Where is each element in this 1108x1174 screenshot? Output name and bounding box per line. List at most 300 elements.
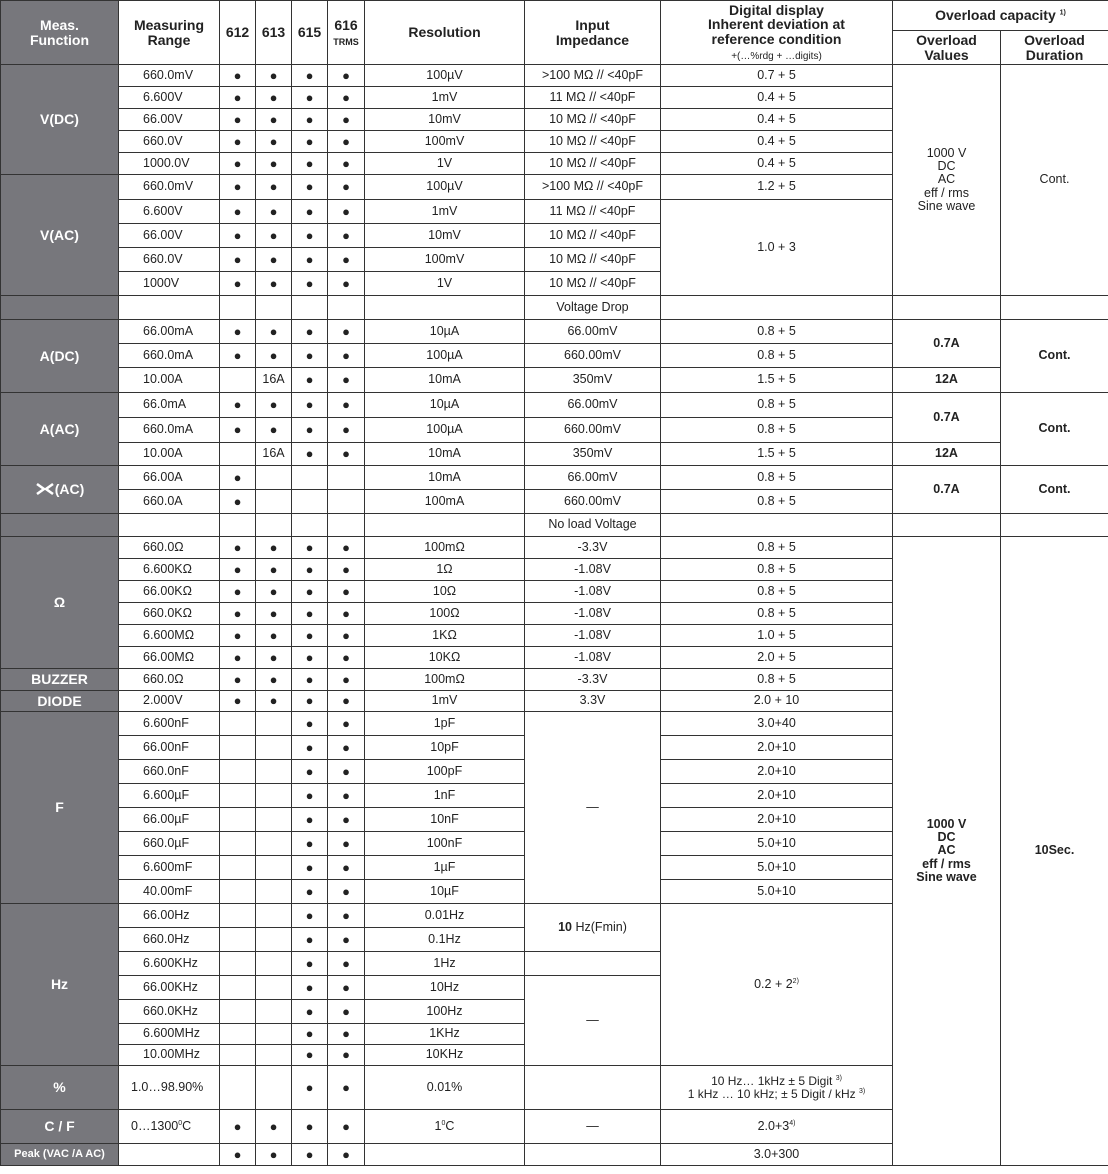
voltage-drop: 660.00mV: [525, 344, 661, 368]
empty-cell: [256, 856, 292, 880]
range: 6.600µF: [119, 784, 220, 808]
dot-616: ●: [328, 153, 365, 175]
dot-613: ●: [256, 1144, 292, 1166]
range: 6.600V: [119, 87, 220, 109]
dot-615: ●: [292, 736, 328, 760]
dot-613: ●: [256, 559, 292, 581]
empty-cell: [220, 1024, 256, 1045]
voltage-drop: 66.00mV: [525, 393, 661, 418]
dot-613: ●: [256, 87, 292, 109]
dot-615: ●: [292, 976, 328, 1000]
header-meas-function: Meas. Function: [1, 1, 119, 65]
range: 660.0mV: [119, 175, 220, 200]
accuracy: 0.8 + 5: [661, 466, 893, 490]
dot-612: ●: [220, 466, 256, 490]
range: 40.00mF: [119, 880, 220, 904]
dot-615: ●: [292, 581, 328, 603]
resolution: 100pF: [365, 760, 525, 784]
empty-cell: [256, 514, 292, 537]
dot-615: ●: [292, 647, 328, 669]
dot-616: ●: [328, 952, 365, 976]
header-input-impedance: Input Impedance: [525, 1, 661, 65]
function-diode: DIODE: [1, 691, 119, 712]
empty-cell: [328, 296, 365, 320]
v-overload-values: 1000 V DC AC eff / rms Sine wave: [893, 65, 1001, 296]
empty-cell: [365, 1144, 525, 1166]
range: 660.0V: [119, 248, 220, 272]
dot-616: ●: [328, 856, 365, 880]
resolution: 1Ω: [365, 559, 525, 581]
dot-612: ●: [220, 603, 256, 625]
dot-615: ●: [292, 856, 328, 880]
model-613-value: 16A: [256, 368, 292, 393]
dot-612: ●: [220, 344, 256, 368]
accuracy: 0.8 + 5: [661, 559, 893, 581]
low-overload-values: 1000 V DC AC eff / rms Sine wave: [893, 537, 1001, 1166]
dot-612: ●: [220, 1144, 256, 1166]
function-spacer: [1, 514, 119, 537]
range: 66.00Hz: [119, 904, 220, 928]
empty-cell: [220, 856, 256, 880]
dot-612: ●: [220, 131, 256, 153]
dot-615: ●: [292, 784, 328, 808]
range: 66.00V: [119, 109, 220, 131]
dot-615: ●: [292, 952, 328, 976]
dot-613: ●: [256, 200, 292, 224]
resolution: 10nF: [365, 808, 525, 832]
range: 660.0Ω: [119, 669, 220, 691]
range: 6.600V: [119, 200, 220, 224]
accuracy: 2.0+10: [661, 760, 893, 784]
accuracy: 1.5 + 5: [661, 368, 893, 393]
function-spacer: [1, 296, 119, 320]
dot-615: ●: [292, 1110, 328, 1144]
dot-612: ●: [220, 87, 256, 109]
dot-613: ●: [256, 153, 292, 175]
resolution: 0.01Hz: [365, 904, 525, 928]
dot-612: ●: [220, 537, 256, 559]
voltage-drop: 66.00mV: [525, 466, 661, 490]
range: 6.600KΩ: [119, 559, 220, 581]
dot-616: ●: [328, 625, 365, 647]
resolution: 1V: [365, 272, 525, 296]
dot-615: ●: [292, 272, 328, 296]
voltage-drop: 66.00mV: [525, 320, 661, 344]
dot-615: ●: [292, 880, 328, 904]
resolution: 100µA: [365, 344, 525, 368]
dot-616: ●: [328, 368, 365, 393]
resolution: 10µA: [365, 320, 525, 344]
accuracy: 0.7 + 5: [661, 65, 893, 87]
empty-cell: [256, 736, 292, 760]
dot-616: ●: [328, 248, 365, 272]
dot-615: ●: [292, 224, 328, 248]
empty-cell: [220, 928, 256, 952]
empty-cell: [220, 1000, 256, 1024]
dot-612: ●: [220, 393, 256, 418]
resolution: 100mΩ: [365, 669, 525, 691]
dot-613: ●: [256, 418, 292, 443]
range: 10.00A: [119, 443, 220, 466]
dot-615: ●: [292, 1000, 328, 1024]
no-load-voltage: 3.3V: [525, 691, 661, 712]
empty-cell: [220, 712, 256, 736]
empty-cell: [256, 1000, 292, 1024]
empty-cell: [292, 296, 328, 320]
empty-cell: [328, 514, 365, 537]
function-farad: F: [1, 712, 119, 904]
clamp-overload: 0.7A: [893, 466, 1001, 514]
hz-fmin: 10 Hz(Fmin): [525, 904, 661, 952]
dot-616: ●: [328, 109, 365, 131]
dot-613: ●: [256, 1110, 292, 1144]
dot-615: ●: [292, 712, 328, 736]
accuracy: 2.0+10: [661, 736, 893, 760]
dot-613: ●: [256, 320, 292, 344]
resolution: 10KHz: [365, 1045, 525, 1066]
accuracy: 0.8 + 5: [661, 603, 893, 625]
dot-612: ●: [220, 691, 256, 712]
dot-616: ●: [328, 320, 365, 344]
empty-cell: [256, 466, 292, 490]
empty-cell: [525, 1066, 661, 1110]
dot-615: ●: [292, 87, 328, 109]
no-load-voltage: -1.08V: [525, 625, 661, 647]
empty-cell: [220, 976, 256, 1000]
accuracy: 0.4 + 5: [661, 87, 893, 109]
dot-615: ●: [292, 625, 328, 647]
voltage-drop: 350mV: [525, 443, 661, 466]
dot-613: ●: [256, 344, 292, 368]
resolution: 10mA: [365, 368, 525, 393]
dot-612: ●: [220, 559, 256, 581]
dot-615: ●: [292, 559, 328, 581]
resolution: 1Hz: [365, 952, 525, 976]
empty-cell: [220, 808, 256, 832]
resolution: 10Ω: [365, 581, 525, 603]
dot-615: ●: [292, 344, 328, 368]
header-model-613: 613: [256, 1, 292, 65]
function-adc: A(DC): [1, 320, 119, 393]
empty-cell: [525, 1144, 661, 1166]
hz-impedance-dash: —: [525, 976, 661, 1066]
accuracy-vac-merged: 1.0 + 3: [661, 200, 893, 296]
dot-616: ●: [328, 131, 365, 153]
no-load-voltage: -1.08V: [525, 581, 661, 603]
header-overload-values: Overload Values: [893, 31, 1001, 65]
dot-612: ●: [220, 65, 256, 87]
function-percent: %: [1, 1066, 119, 1110]
accuracy: 0.8 + 5: [661, 418, 893, 443]
range: 66.0mA: [119, 393, 220, 418]
impedance: 10 MΩ // <40pF: [525, 272, 661, 296]
empty-cell: [220, 1066, 256, 1110]
resolution: 1mV: [365, 87, 525, 109]
empty-cell: [256, 712, 292, 736]
function-buzzer: BUZZER: [1, 669, 119, 691]
dot-615: ●: [292, 248, 328, 272]
function-vac: V(AC): [1, 175, 119, 296]
accuracy: 3.0+300: [661, 1144, 893, 1166]
adc-overload-duration: Cont.: [1001, 320, 1108, 393]
dot-615: ●: [292, 368, 328, 393]
resolution: 1mV: [365, 200, 525, 224]
dot-616: ●: [328, 736, 365, 760]
empty-cell: [119, 296, 220, 320]
empty-cell: [661, 296, 893, 320]
no-load-voltage: -1.08V: [525, 647, 661, 669]
dot-615: ●: [292, 153, 328, 175]
dot-612: ●: [220, 1110, 256, 1144]
range: 660.0mV: [119, 65, 220, 87]
resolution: 1mV: [365, 691, 525, 712]
empty-cell: [220, 1045, 256, 1066]
resolution: 10mA: [365, 443, 525, 466]
dot-616: ●: [328, 1000, 365, 1024]
model-613-value: 16A: [256, 443, 292, 466]
resolution: $1^0C$: [365, 1110, 525, 1144]
range: 2.000V: [119, 691, 220, 712]
no-load-voltage: -3.3V: [525, 537, 661, 559]
empty-cell: [893, 514, 1001, 537]
dot-616: ●: [328, 976, 365, 1000]
empty-cell: [220, 904, 256, 928]
resolution: 100µV: [365, 65, 525, 87]
voltage-drop: 660.00mV: [525, 418, 661, 443]
dot-615: ●: [292, 691, 328, 712]
hz-accuracy: $0.2 + 2^{2)}$: [661, 904, 893, 1066]
function-temperature: C / F: [1, 1110, 119, 1144]
function-clamp: (AC): [1, 466, 119, 514]
accuracy: 0.8 + 5: [661, 393, 893, 418]
empty-cell: [1001, 514, 1108, 537]
range: 66.00A: [119, 466, 220, 490]
dot-612: ●: [220, 581, 256, 603]
resolution: 100mV: [365, 248, 525, 272]
dot-615: ●: [292, 832, 328, 856]
v-overload-duration: Cont.: [1001, 65, 1108, 296]
empty-cell: [365, 514, 525, 537]
dot-616: ●: [328, 393, 365, 418]
empty-cell: [256, 904, 292, 928]
dot-615: ●: [292, 1045, 328, 1066]
no-load-voltage: -1.08V: [525, 559, 661, 581]
dot-612: ●: [220, 272, 256, 296]
dot-612: ●: [220, 248, 256, 272]
resolution: 100µV: [365, 175, 525, 200]
range: 6.600mF: [119, 856, 220, 880]
resolution: 10µF: [365, 880, 525, 904]
range: 10.00A: [119, 368, 220, 393]
range: 660.0KΩ: [119, 603, 220, 625]
accuracy: $2.0+3^{4)}$: [661, 1110, 893, 1144]
dot-616: ●: [328, 537, 365, 559]
header-overload-duration: Overload Duration: [1001, 31, 1108, 65]
dot-612: ●: [220, 224, 256, 248]
range: 1000V: [119, 272, 220, 296]
dot-616: ●: [328, 175, 365, 200]
dot-612: ●: [220, 669, 256, 691]
dot-616: ●: [328, 65, 365, 87]
range: 660.0Hz: [119, 928, 220, 952]
header-digital-display: Digital display Inherent deviation at reference condition +(…%rdg + …digits): [661, 1, 893, 65]
resolution: 1KHz: [365, 1024, 525, 1045]
range: 66.00MΩ: [119, 647, 220, 669]
range: 660.0mA: [119, 344, 220, 368]
impedance: 11 MΩ // <40pF: [525, 87, 661, 109]
empty-cell: [1001, 296, 1108, 320]
dot-613: ●: [256, 647, 292, 669]
resolution: 10µA: [365, 393, 525, 418]
resolution: 0.01%: [365, 1066, 525, 1110]
impedance: 10 MΩ // <40pF: [525, 131, 661, 153]
empty-cell: [220, 952, 256, 976]
dot-615: ●: [292, 537, 328, 559]
function-hz: Hz: [1, 904, 119, 1066]
accuracy: 1.5 + 5: [661, 443, 893, 466]
accuracy: 0.4 + 5: [661, 131, 893, 153]
header-model-615: 615: [292, 1, 328, 65]
dot-616: ●: [328, 581, 365, 603]
dot-613: ●: [256, 393, 292, 418]
aac-overload-large: 12A: [893, 443, 1001, 466]
resolution: 100Ω: [365, 603, 525, 625]
dot-612: ●: [220, 175, 256, 200]
range: 1000.0V: [119, 153, 220, 175]
dot-615: ●: [292, 1066, 328, 1110]
dot-613: ●: [256, 175, 292, 200]
header-measuring-range: Measuring Range: [119, 1, 220, 65]
dot-613: ●: [256, 224, 292, 248]
accuracy: 1.0 + 5: [661, 625, 893, 647]
dot-616: ●: [328, 691, 365, 712]
dot-616: ●: [328, 760, 365, 784]
dot-616: ●: [328, 200, 365, 224]
range: 66.00µF: [119, 808, 220, 832]
aac-overload-duration: Cont.: [1001, 393, 1108, 466]
dot-613: ●: [256, 537, 292, 559]
range: 660.0mA: [119, 418, 220, 443]
resolution: 10Hz: [365, 976, 525, 1000]
resolution: 0.1Hz: [365, 928, 525, 952]
no-load-voltage: -1.08V: [525, 603, 661, 625]
dot-616: ●: [328, 224, 365, 248]
range: 10.00MHz: [119, 1045, 220, 1066]
dot-615: ●: [292, 320, 328, 344]
dot-616: ●: [328, 904, 365, 928]
resolution: 10mA: [365, 466, 525, 490]
dot-616: ●: [328, 344, 365, 368]
dot-615: ●: [292, 109, 328, 131]
dot-616: ●: [328, 647, 365, 669]
resolution: 10pF: [365, 736, 525, 760]
dot-616: ●: [328, 1110, 365, 1144]
resolution: 1µF: [365, 856, 525, 880]
resolution: 100mV: [365, 131, 525, 153]
empty-cell: [256, 490, 292, 514]
dot-615: ●: [292, 1144, 328, 1166]
dot-613: ●: [256, 65, 292, 87]
resolution: 1nF: [365, 784, 525, 808]
empty-cell: [256, 1066, 292, 1110]
dot-612: ●: [220, 109, 256, 131]
function-aac: A(AC): [1, 393, 119, 466]
empty-cell: [292, 490, 328, 514]
empty-cell: [119, 1144, 220, 1166]
range: 6.600MHz: [119, 1024, 220, 1045]
accuracy: 3.0+40: [661, 712, 893, 736]
empty-cell: [256, 952, 292, 976]
dot-615: ●: [292, 131, 328, 153]
range: 660.0nF: [119, 760, 220, 784]
resolution: 10mV: [365, 109, 525, 131]
empty-cell: [256, 1045, 292, 1066]
empty-cell: [256, 296, 292, 320]
voltage-drop-label: Voltage Drop: [525, 296, 661, 320]
dot-616: ●: [328, 272, 365, 296]
range: 66.00V: [119, 224, 220, 248]
accuracy: 0.8 + 5: [661, 344, 893, 368]
empty-cell: [292, 514, 328, 537]
low-overload-duration: 10Sec.: [1001, 537, 1108, 1166]
range: 0…1300$^0$C: [119, 1110, 220, 1144]
accuracy: 0.8 + 5: [661, 320, 893, 344]
empty-cell: [256, 784, 292, 808]
dot-616: ●: [328, 808, 365, 832]
function-vdc: V(DC): [1, 65, 119, 175]
accuracy: 5.0+10: [661, 856, 893, 880]
dot-616: ●: [328, 784, 365, 808]
dot-612: ●: [220, 418, 256, 443]
dot-615: ●: [292, 760, 328, 784]
empty-cell: [661, 514, 893, 537]
range: 66.00nF: [119, 736, 220, 760]
empty-cell: [328, 490, 365, 514]
voltage-drop: 660.00mV: [525, 490, 661, 514]
impedance: 10 MΩ // <40pF: [525, 109, 661, 131]
resolution: 1pF: [365, 712, 525, 736]
resolution: 100mΩ: [365, 537, 525, 559]
no-load-voltage: -3.3V: [525, 669, 661, 691]
empty-cell: [256, 832, 292, 856]
dot-615: ●: [292, 175, 328, 200]
resolution: 100µA: [365, 418, 525, 443]
accuracy: 2.0+10: [661, 808, 893, 832]
accuracy: 0.8 + 5: [661, 669, 893, 691]
voltage-drop: 350mV: [525, 368, 661, 393]
function-ohm: Ω: [1, 537, 119, 669]
empty-cell: [292, 466, 328, 490]
dot-615: ●: [292, 808, 328, 832]
farad-impedance: —: [525, 712, 661, 904]
dot-613: ●: [256, 669, 292, 691]
empty-cell: [220, 368, 256, 393]
accuracy: 0.8 + 5: [661, 490, 893, 514]
accuracy: 2.0+10: [661, 784, 893, 808]
accuracy: 5.0+10: [661, 880, 893, 904]
dot-615: ●: [292, 669, 328, 691]
dot-612: ●: [220, 320, 256, 344]
empty-cell: [119, 514, 220, 537]
dot-612: ●: [220, 625, 256, 647]
dot-613: ●: [256, 272, 292, 296]
accuracy: 2.0 + 10: [661, 691, 893, 712]
dot-616: ●: [328, 669, 365, 691]
empty-cell: [328, 466, 365, 490]
dot-616: ●: [328, 559, 365, 581]
dot-616: ●: [328, 1045, 365, 1066]
empty-cell: [220, 514, 256, 537]
